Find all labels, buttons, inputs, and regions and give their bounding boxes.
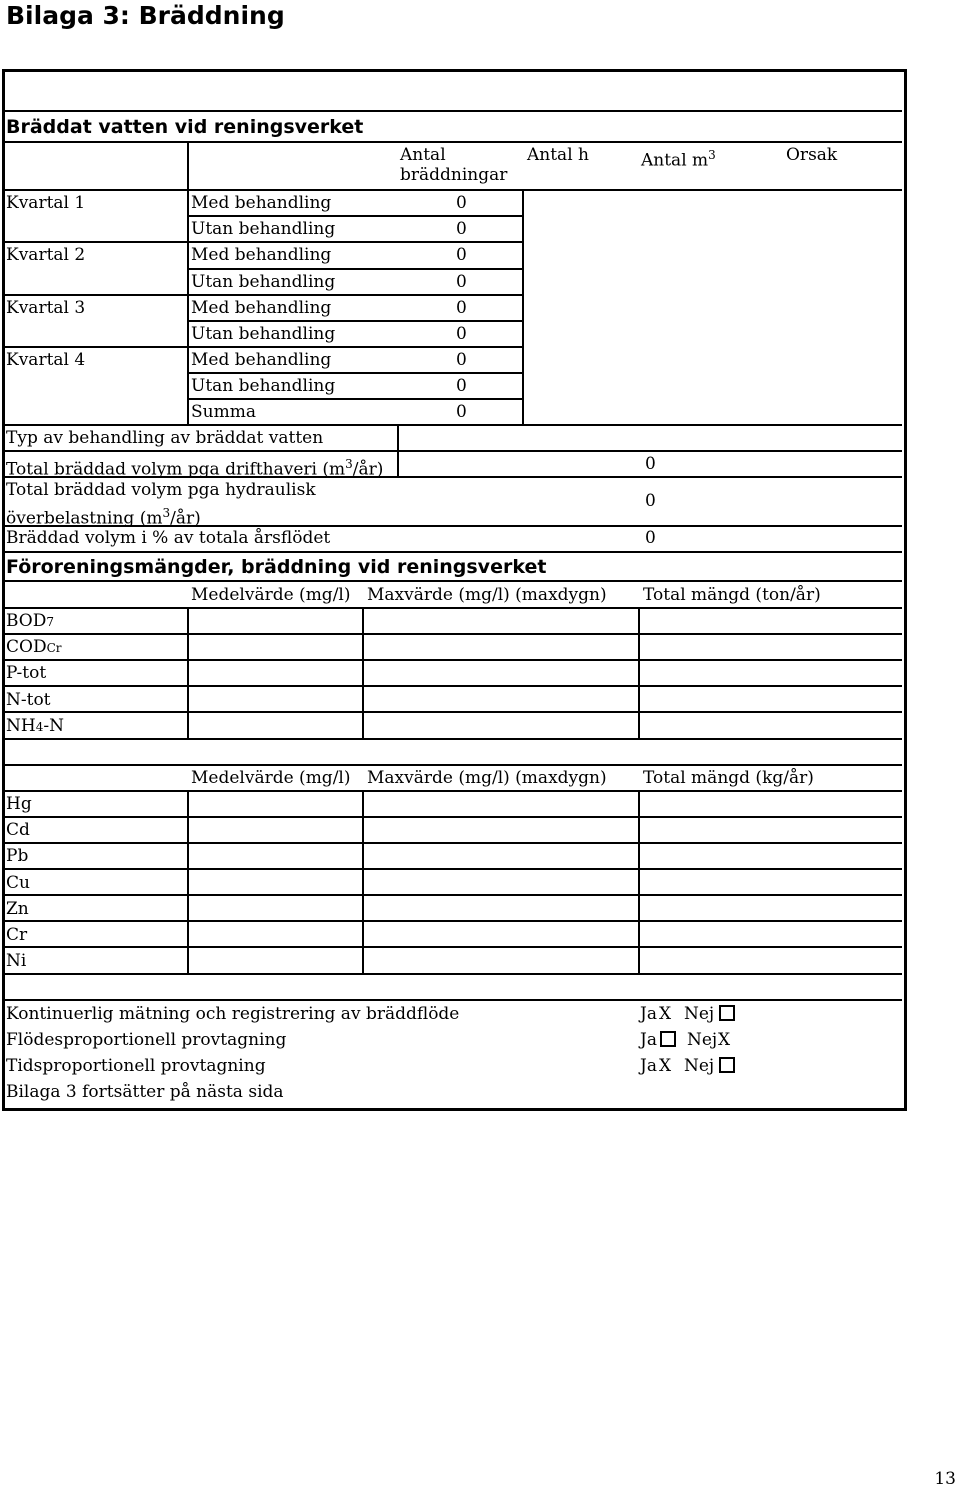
overflow-count: 0 [456, 376, 467, 397]
metal-label: Zn [6, 898, 29, 919]
row-line [4, 764, 902, 766]
nej-checkbox[interactable] [719, 1005, 735, 1021]
row-line [188, 215, 523, 217]
row-line [4, 551, 902, 553]
summa-value: 0 [456, 402, 467, 422]
ja-label: Ja [640, 1030, 657, 1050]
row-line [4, 424, 902, 426]
overflow-count: 0 [456, 350, 467, 371]
ja-checkbox[interactable] [660, 1031, 676, 1047]
header-medelvarde: Medelvärde (mg/l) [191, 585, 351, 605]
metal-label: Cu [6, 872, 30, 893]
row-line [4, 685, 902, 687]
col-line [638, 608, 640, 738]
overflow-count: 0 [456, 271, 467, 292]
metal-label: Cd [6, 820, 30, 841]
row-line [188, 398, 523, 400]
header-total-mangd: Total mängd (ton/år) [643, 585, 821, 605]
ja-label: Ja [640, 1004, 657, 1024]
col-line [362, 608, 364, 738]
row-line [4, 241, 523, 243]
pollutant-label: CODCr [6, 637, 62, 658]
treatment-label: Utan behandling [191, 271, 336, 292]
row-line [4, 999, 902, 1001]
row-line [4, 294, 523, 296]
col-line [187, 608, 189, 738]
measurement-label: Kontinuerlig mätning och registrering av bräddflöde [6, 1004, 460, 1024]
row-line [188, 372, 523, 374]
header-antal-h: Antal h [527, 145, 589, 165]
ja-mark[interactable]: X [659, 1004, 672, 1024]
pollutant-label: NH4-N [6, 715, 64, 736]
pollutant-label: N-tot [6, 689, 51, 710]
row-line [4, 141, 902, 143]
section-title-fororeningsmangder: Föroreningsmängder, bräddning vid reningsverket [6, 556, 547, 578]
procent-label: Bräddad volym i % av totala årsflödet [6, 528, 331, 548]
row-line [4, 607, 902, 609]
treatment-label: Med behandling [191, 245, 332, 266]
row-line [4, 450, 902, 452]
footer-note: Bilaga 3 fortsätter på nästa sida [6, 1082, 284, 1102]
nej-label: Nej [687, 1030, 718, 1050]
measurement-label: Flödesproportionell provtagning [6, 1030, 287, 1050]
row-line [4, 946, 902, 948]
header-medelvarde: Medelvärde (mg/l) [191, 768, 351, 788]
row-line [4, 711, 902, 713]
metal-label: Pb [6, 846, 29, 867]
col-line [187, 142, 189, 424]
ja-label: Ja [640, 1056, 657, 1076]
treatment-label: Utan behandling [191, 324, 336, 344]
header-maxvarde: Maxvärde (mg/l) (maxdygn) [367, 585, 607, 605]
row-line [4, 842, 902, 844]
typ-behandling-label: Typ av behandling av bräddat vatten [6, 428, 324, 448]
col-line [397, 424, 399, 476]
measurement-label: Tidsproportionell provtagning [6, 1056, 266, 1076]
row-line [188, 320, 523, 322]
treatment-label: Utan behandling [191, 376, 336, 397]
col-line [362, 791, 364, 973]
drifthaveri-label: Total bräddad volym pga drifthaveri $(m^3/år)$ [6, 457, 384, 480]
pollutant-label: P-tot [6, 663, 47, 684]
header-total-mangd: Total mängd (kg/år) [643, 768, 814, 788]
row-line [4, 110, 902, 112]
nej-checkbox[interactable] [719, 1057, 735, 1073]
row-line [4, 633, 902, 635]
row-line [4, 346, 523, 348]
header-antal-braddningar: Antal bräddningar [400, 145, 508, 185]
row-line [4, 816, 902, 818]
header-maxvarde: Maxvärde (mg/l) (maxdygn) [367, 768, 607, 788]
page-title: Bilaga 3: Bräddning [6, 1, 285, 30]
row-line [4, 738, 902, 740]
col-line [638, 791, 640, 973]
overflow-count: 0 [456, 297, 467, 318]
summa-label: Summa [191, 402, 256, 422]
treatment-label: Med behandling [191, 193, 332, 213]
nej-label: Nej [684, 1056, 715, 1076]
col-line [187, 791, 189, 973]
row-line [4, 920, 902, 922]
hydraulisk-value: 0 [645, 491, 656, 511]
pollutant-label: BOD7 [6, 611, 55, 631]
row-line [4, 894, 902, 896]
overflow-count: 0 [456, 245, 467, 266]
row-line [4, 790, 902, 792]
row-line [4, 580, 902, 582]
col-line [522, 190, 524, 424]
hydraulisk-label-1: Total bräddad volym pga hydraulisk [6, 480, 316, 500]
overflow-count: 0 [456, 324, 467, 344]
nej-mark[interactable]: X [718, 1030, 731, 1050]
treatment-label: Med behandling [191, 297, 332, 318]
page-number: 13 [934, 1469, 956, 1489]
nej-label: Nej [684, 1004, 715, 1024]
quarter-label: Kvartal 2 [6, 245, 86, 266]
metal-label: Hg [6, 794, 32, 814]
row-line [4, 973, 902, 975]
row-line [4, 659, 902, 661]
row-line [4, 189, 902, 191]
row-line [4, 868, 902, 870]
quarter-label: Kvartal 1 [6, 193, 86, 213]
header-antal-m3: Antal $m^3$ [641, 148, 716, 171]
header-orsak: Orsak [786, 145, 838, 165]
quarter-label: Kvartal 3 [6, 297, 86, 318]
treatment-label: Med behandling [191, 350, 332, 371]
quarter-label: Kvartal 4 [6, 350, 86, 371]
metal-label: Cr [6, 925, 28, 945]
procent-value: 0 [645, 528, 656, 548]
hydraulisk-label-2: överbelastning $(m^3/år)$ [6, 506, 201, 529]
ja-mark[interactable]: X [659, 1056, 672, 1076]
overflow-count: 0 [456, 193, 467, 213]
overflow-count: 0 [456, 219, 467, 240]
row-line [188, 268, 523, 270]
treatment-label: Utan behandling [191, 219, 336, 240]
section-title-braddat-vatten: Bräddat vatten vid reningsverket [6, 116, 364, 138]
drifthaveri-value: 0 [645, 454, 656, 474]
metal-label: Ni [6, 951, 27, 972]
